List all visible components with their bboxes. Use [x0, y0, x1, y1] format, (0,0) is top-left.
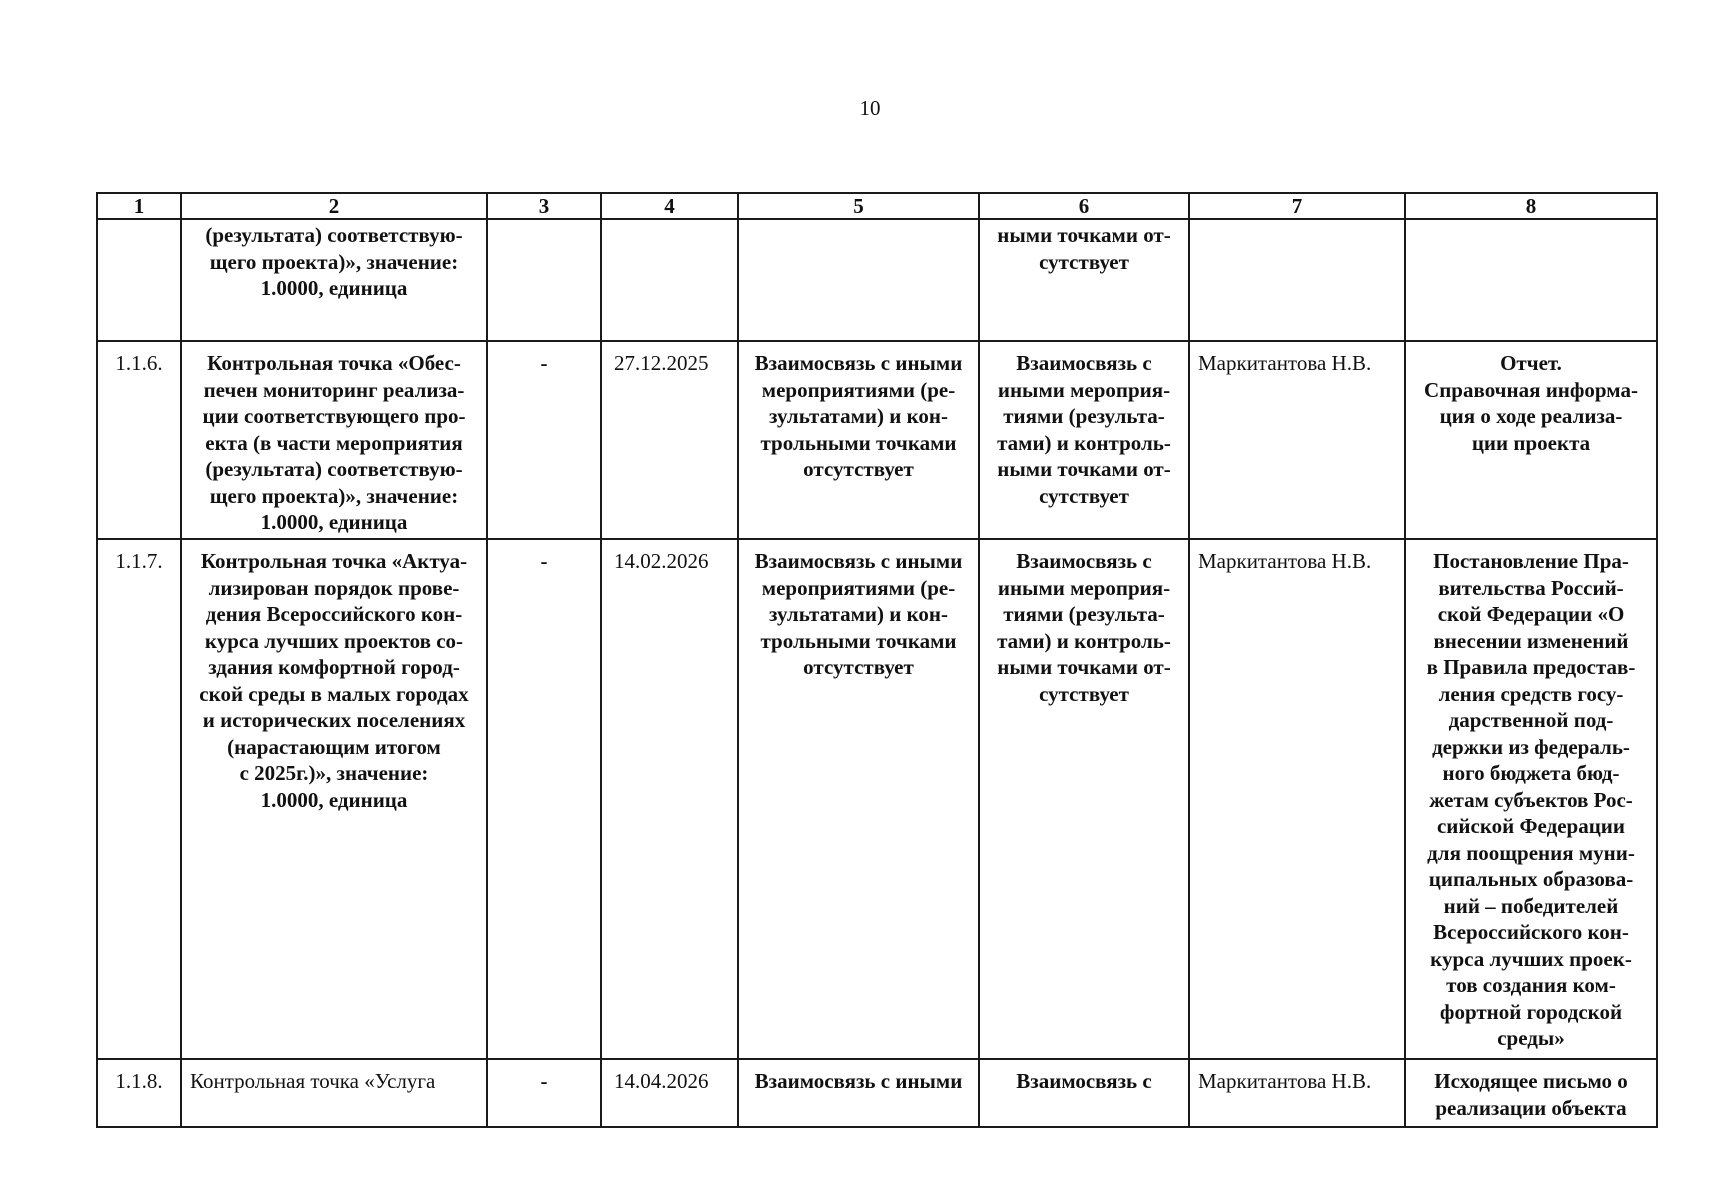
document-line: ции проекта [1471, 430, 1591, 455]
description-line: (нарастающим итогом [227, 734, 441, 759]
document-line: Отчет. [1500, 351, 1562, 375]
relations-points-cell [979, 219, 1189, 341]
relations-line: иными мероприя- [997, 575, 1171, 600]
document-line: ний – победителей [1443, 893, 1619, 918]
document-line: жетам субъектов Рос- [1429, 787, 1633, 812]
description-line: (результата) соответствую- [205, 223, 463, 247]
description-line: курса лучших проектов со- [204, 628, 464, 653]
relations-line: иными мероприя- [997, 377, 1171, 402]
document-line: реализации объекта [1435, 1095, 1627, 1120]
row-number-cell: 1.1.7. [97, 539, 181, 1059]
column-header: 3 [487, 193, 601, 219]
relations-events-cell [738, 1059, 979, 1127]
description-line: печен мониторинг реализа- [203, 377, 465, 402]
table-row [97, 341, 1657, 539]
document-line: ция о ходе реализа- [1439, 404, 1623, 428]
relations-points-cell [979, 341, 1189, 539]
document-line: ципальных образова- [1428, 867, 1634, 891]
document-line: среды» [1497, 1026, 1565, 1050]
responsible-cell: Маркитантова Н.В. [1189, 1059, 1405, 1127]
document-cell [1405, 341, 1657, 539]
document-line: Исходящее письмо о [1434, 1069, 1628, 1093]
date-cell [601, 219, 738, 341]
description-line: 1.0000, единица [260, 276, 408, 300]
column-header: 6 [979, 193, 1189, 219]
document-line: тов создания ком- [1446, 973, 1616, 997]
column3-cell: - [487, 341, 601, 539]
document-line: курса лучших проек- [1430, 946, 1632, 971]
row-number-cell: 1.1.6. [97, 341, 181, 539]
document-line: в Правила предостав- [1426, 655, 1636, 679]
relations-line: ными точками от- [997, 223, 1171, 247]
relations-line: Взаимосвязь с иными [754, 1069, 963, 1093]
document-line: фортной городской [1439, 999, 1623, 1024]
column-header: 7 [1189, 193, 1405, 219]
relations-line: мероприятиями (ре- [761, 575, 956, 600]
relations-line: тами) и контроль- [997, 430, 1171, 455]
date-cell: 14.04.2026 [601, 1059, 738, 1127]
relations-line: зультатами) и кон- [768, 602, 949, 626]
relations-line: тиями (результа- [1003, 602, 1165, 626]
document-cell [1405, 539, 1657, 1059]
description-line: екта (в части мероприятия [205, 430, 463, 455]
document-cell [1405, 219, 1657, 341]
column-header: 5 [738, 193, 979, 219]
description-line: щего проекта)», значение: [209, 483, 459, 508]
relations-line: ными точками от- [997, 457, 1171, 481]
page-number: 10 [859, 96, 881, 120]
document-line: Справочная информа- [1424, 377, 1638, 402]
relations-events-cell [738, 341, 979, 539]
description-line: с 2025г.)», значение: [239, 761, 429, 785]
document-cell [1405, 1059, 1657, 1127]
relations-line: сутствует [1039, 249, 1129, 274]
column3-cell: - [487, 539, 601, 1059]
document-line: для поощрения муни- [1427, 840, 1635, 865]
column3-cell [487, 219, 601, 341]
document-line: внесении изменений [1433, 628, 1629, 653]
description-line: (результата) соответствую- [205, 457, 463, 481]
description-line: лизирован порядок прове- [208, 575, 460, 600]
row-number-cell: 1.1.8. [97, 1059, 181, 1127]
document-line: вительства Россий- [1438, 575, 1624, 600]
column-header: 1 [97, 193, 181, 219]
column-header: 2 [181, 193, 487, 219]
column-header: 8 [1405, 193, 1657, 219]
responsible-cell [1189, 219, 1405, 341]
relations-line: ными точками от- [997, 655, 1171, 679]
description-line: ции соответствующего про- [202, 404, 466, 428]
relations-line: Взаимосвязь с иными [754, 351, 963, 375]
relations-points-cell [979, 539, 1189, 1059]
relations-line: Взаимосвязь с [1016, 351, 1152, 375]
description-line: 1.0000, единица [260, 510, 408, 534]
document-line: держки из федераль- [1432, 734, 1630, 759]
relations-points-cell [979, 1059, 1189, 1127]
column-header: 4 [601, 193, 738, 219]
document-line: Всероссийского кон- [1433, 920, 1629, 944]
relations-line: сутствует [1039, 483, 1129, 508]
column3-cell: - [487, 1059, 601, 1127]
description-line: дения Всероссийского кон- [205, 602, 463, 626]
responsible-cell: Маркитантова Н.В. [1189, 539, 1405, 1059]
document-line: сийской Федерации [1436, 814, 1625, 838]
relations-line: отсутствует [803, 457, 914, 481]
relations-line: зультатами) и кон- [768, 404, 949, 428]
header-row [97, 193, 1657, 219]
row-number-cell [97, 219, 181, 341]
relations-line: трольными точками [760, 628, 957, 653]
description-line: и исторических поселениях [202, 708, 466, 732]
description-cell [181, 1059, 487, 1127]
description-line: Контрольная точка «Актуа- [200, 549, 468, 573]
document-line: дарственной под- [1448, 708, 1614, 732]
description-cell [181, 341, 487, 539]
relations-line: сутствует [1039, 681, 1129, 706]
description-line: Контрольная точка «Обес- [207, 351, 461, 375]
date-cell: 14.02.2026 [601, 539, 738, 1059]
table-row [97, 1059, 1657, 1127]
relations-line: Взаимосвязь с иными [754, 549, 963, 573]
document-line: ской Федерации «О [1437, 602, 1625, 626]
description-line: здания комфортной город- [208, 655, 460, 679]
description-line: ской среды в малых городах [199, 681, 469, 706]
relations-events-cell [738, 219, 979, 341]
relations-line: Взаимосвязь с [1016, 1069, 1152, 1093]
relations-line: тиями (результа- [1003, 404, 1165, 428]
table-row [97, 539, 1657, 1059]
description-line: щего проекта)», значение: [209, 249, 459, 274]
control-points-table [96, 192, 1658, 1128]
document-line: ления средств госу- [1438, 681, 1624, 706]
relations-line: тами) и контроль- [997, 628, 1171, 653]
relations-line: мероприятиями (ре- [761, 377, 956, 402]
relations-line: трольными точками [760, 430, 957, 455]
description-line: Контрольная точка «Услуга [190, 1069, 436, 1093]
date-cell: 27.12.2025 [601, 341, 738, 539]
relations-line: отсутствует [803, 655, 914, 679]
table-row [97, 219, 1657, 341]
relations-line: Взаимосвязь с [1016, 549, 1152, 573]
description-line: 1.0000, единица [260, 787, 408, 812]
document-line: Постановление Пра- [1433, 549, 1629, 573]
document-line: ного бюджета бюд- [1442, 761, 1620, 785]
responsible-cell: Маркитантова Н.В. [1189, 341, 1405, 539]
relations-events-cell [738, 539, 979, 1059]
description-cell [181, 219, 487, 341]
description-cell [181, 539, 487, 1059]
